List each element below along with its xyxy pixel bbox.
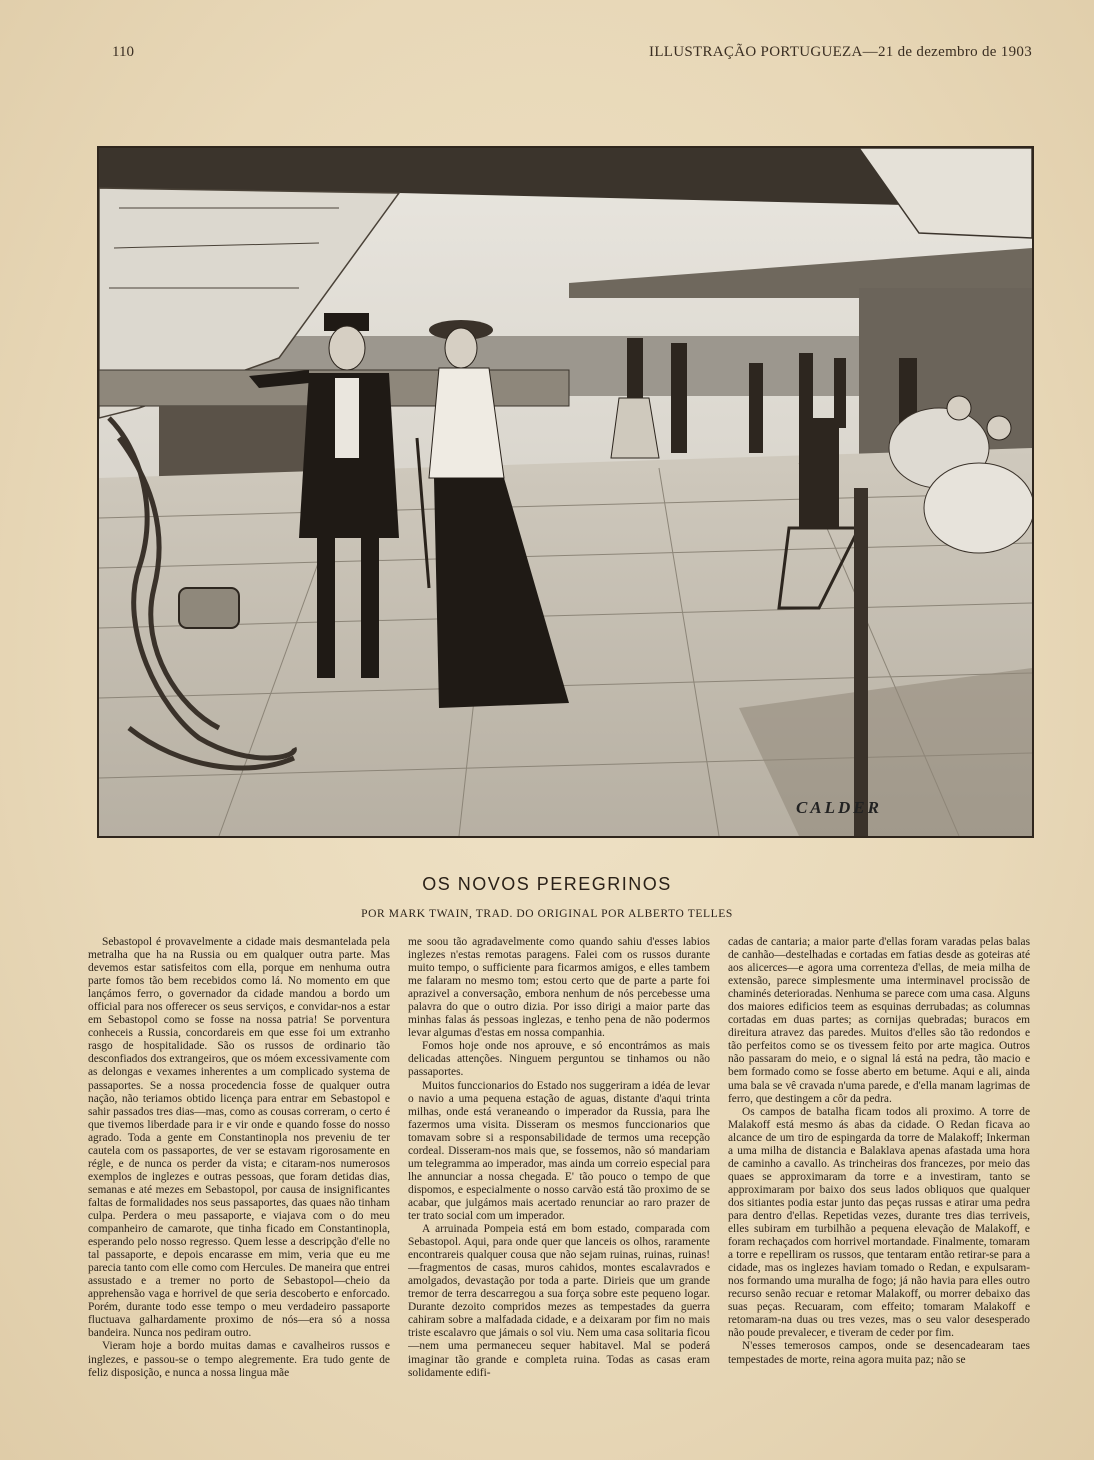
paragraph: me soou tão agradavelmente como quando sahiu d'esses labios inglezes n'estas remotas paragens. Falei com os russos durante muito tempo, o sufficiente para ficarmos amigos, e elles tambem me falaram no mesmo tom; estou certo que de parte a parte foi aprazivel a conversação, embora nenhum de nós percebesse uma palavra do que o outro dizia. Por isso dirigi a maior parte das minhas falas ás pessoas inglezas, e tenho pena de não podermos levar algumas d'estas em nossa companhia. (408, 936, 710, 1040)
page-number: 110 (112, 44, 134, 60)
masthead: ILLUSTRAÇÃO PORTUGUEZA—21 de dezembro de 1903 (649, 44, 1032, 60)
ship-deck-illustration (97, 146, 1034, 838)
text-column-3 (728, 936, 1030, 1446)
artist-signature: CALDER (795, 798, 882, 817)
article-byline: POR MARK TWAIN, TRAD. DO ORIGINAL POR ALBERTO TELLES (361, 908, 733, 920)
paragraph: Muitos funccionarios do Estado nos suggeriram a idéa de levar o navio a uma pequena estação de aguas, distante d'aqui trinta milhas, onde está veraneando o imperador da Russia, para lhe fazermos uma visita. Disseram os mesmos funccionarios que tomavam sobre si a responsabilidade de termos uma recepção cordeal. Disseram-nos mais que, se fossemos, não só mandariam um telegramma ao imperador, mas ainda um correio especial para lhe annunciar a nossa chegada. E' tão pouco o tempo de que dispomos, e especialmente o nosso carvão está tão proximo de se acabar, que julgámos mais acertado renunciar ao raro prazer de ter trato social com um imperador. (408, 1079, 710, 1222)
paragraph: N'esses temerosos campos, onde se desencadearam taes tempestades de morte, reina agora muita paz; não se (728, 1340, 1030, 1366)
paragraph: Vieram hoje a bordo muitas damas e cavalheiros russos e inglezes, e passou-se o tempo alegremente. Era tudo gente de feliz disposição, e nunca a nossa lingua mãe (88, 1340, 390, 1379)
paragraph: cadas de cantaria; a maior parte d'ellas foram varadas pelas balas de canhão—destelhadas e cortadas em fatias desde as goteiras até aos alicerces—e agora uma correnteza d'ellas, de meia milha de extensão, parece simplesmente uma interminavel procissão de chaminés deterioradas. Nenhuma se parece com uma casa. Alguns dos maiores edificios teem as esquinas derrubadas; as columnas cortadas em duas partes; as cornijas quebradas; buracos em direitura atravez das paredes. Muitos d'elles são tão redondos e tão perfeitos como se os tivessem feito por arte magica. Outros não passaram do meio, e o signal lá está na pedra, tão macio e bem formado como se fosse aberto em betume. Aqui e ali, ainda uma bala se vê cravada n'uma parede, e d'ella manam lagrimas de ferro, que destingem a côr da pedra. (728, 936, 1030, 1105)
text-column-1 (88, 936, 390, 1446)
paragraph: Sebastopol é provavelmente a cidade mais desmantelada pela metralha que ha na Russia ou em qualquer outra parte. Mas devemos estar satisfeitos com ella, porque em nenhuma outra parte fomos tão bem recebidos como lá. No momento em que lançámos ferro, o governador da cidade mandou a bordo um official para nos offerecer os seus serviços, e convidar-nos a estar em Sebastopol como se fosse na nossa patria! Se porventura conheceis a Russia, concordareis em que esse foi um extranho rasgo de hospitalidade. São os russos de ordinario tão desconfiados dos extrangeiros, que os móem excessivamente com as delongas e vexames inherentes a um complicado systema de passaportes. Se a nossa procedencia fosse de qualquer outra nação, não teriamos obtido licença para entrar em Sebastopol e sahir passados tres dias—mas, como as cousas correram, o certo é que tivemos liberdade para ir e vir onde e quando fosse do nosso agrado. Toda a gente em Constantinopla nos preveniu de ter cautela com os passaportes, de ver se estavam rigorosamente en régle, e de nunca os perder da vista; e citaram-nos numerosos exemplos de inglezes e outras pessoas, que foram detidas dias, semanas e até mezes em Sebastopol, por causa de insignificantes faltas de formalidades nos seus passaportes, das quaes não tinham culpa. Perdera o meu passaporte, e viajava com o do meu companheiro de camarote, que tinha ficado em Constantinopla, esperando pelo nosso regresso. Quem lesse a descripção d'elle no tal passaporte, e depois encarasse em mim, veria que eu me parecia tanto com elle como com Hercules. De maneira que entrei assustado e a tremer no porto de Sebastopol—cheio da apprehensão vaga e horrivel de que seria descoberto e enforcado. Porém, durante todo esse tempo o meu verdadeiro passaporte fluctuava galhardamente proximo de nós—era só a nossa bandeira. Nunca nos pediram outro. (88, 936, 390, 1340)
paragraph: A arruinada Pompeia está em bom estado, comparada com Sebastopol. Aqui, para onde quer que lanceis os olhos, raramente encontrareis qualquer cousa que não sejam ruinas, ruinas, ruinas!—fragmentos de casas, muros cahidos, montes escalavrados e amolgados, devastação por toda a parte. Dirieis que um grande tremor de terra descarregou a sua força sobre este pequeno logar. Durante dezoito compridos mezes as tempestades da guerra cahiram sobre a malfadada cidade, e a deixaram por fim no mais triste escalavro que jámais o sol viu. Nem uma casa solitaria ficou—nem uma permaneceu sequer habitavel. Mal se poderá imaginar tão grande e completa ruina. Todas as casas eram solidamente edifi- (408, 1223, 710, 1379)
article-title: OS NOVOS PEREGRINOS (422, 874, 672, 894)
text-column-2 (408, 936, 710, 1446)
running-head (112, 44, 1032, 66)
paragraph: Fomos hoje onde nos aprouve, e só encontrámos as mais delicadas attenções. Ninguem perguntou se tinhamos ou não passaportes. (408, 1040, 710, 1079)
illustration-drawing (99, 148, 1032, 836)
life-ring (179, 588, 239, 628)
paragraph: Os campos de batalha ficam todos ali proximo. A torre de Malakoff está mesmo ás abas da cidade. O Redan ficava ao alcance de um tiro de espingarda da torre de Malakoff; Inkerman a uma milha de distancia e Balaklava apenas afastada uma hora de caminho a cavallo. As trincheiras dos francezes, por meio das quaes se approximaram da torre e a investiram, tanto se approximaram por baixo dos seus lados obliquos que qualquer dos sitiantes podia estar junto das peças russas e atirar uma pedra para dentro d'ellas. Repetidas vezes, durante tres dias terriveis, elles subiram em turbilhão a pequena elevação de Malakoff, e foram rechaçados com horrivel mortandade. Finalmente, tomaram a torre e repelliram os russos, que tentaram então retirar-se para a cidade, mas os inglezes haviam tomado o Redan, e expulsaram-nos formando uma muralha de fogo; já não havia para elles outro recurso senão recuar e retomar Malakoff, ou morrer debaixo das suas peças. Recuaram, com effeito; tomaram Malakoff e retomaram-na duas ou tres vezes, mas o seu valor desesperado não poude prevalecer, e tiveram de ceder por fim. (728, 1105, 1030, 1340)
